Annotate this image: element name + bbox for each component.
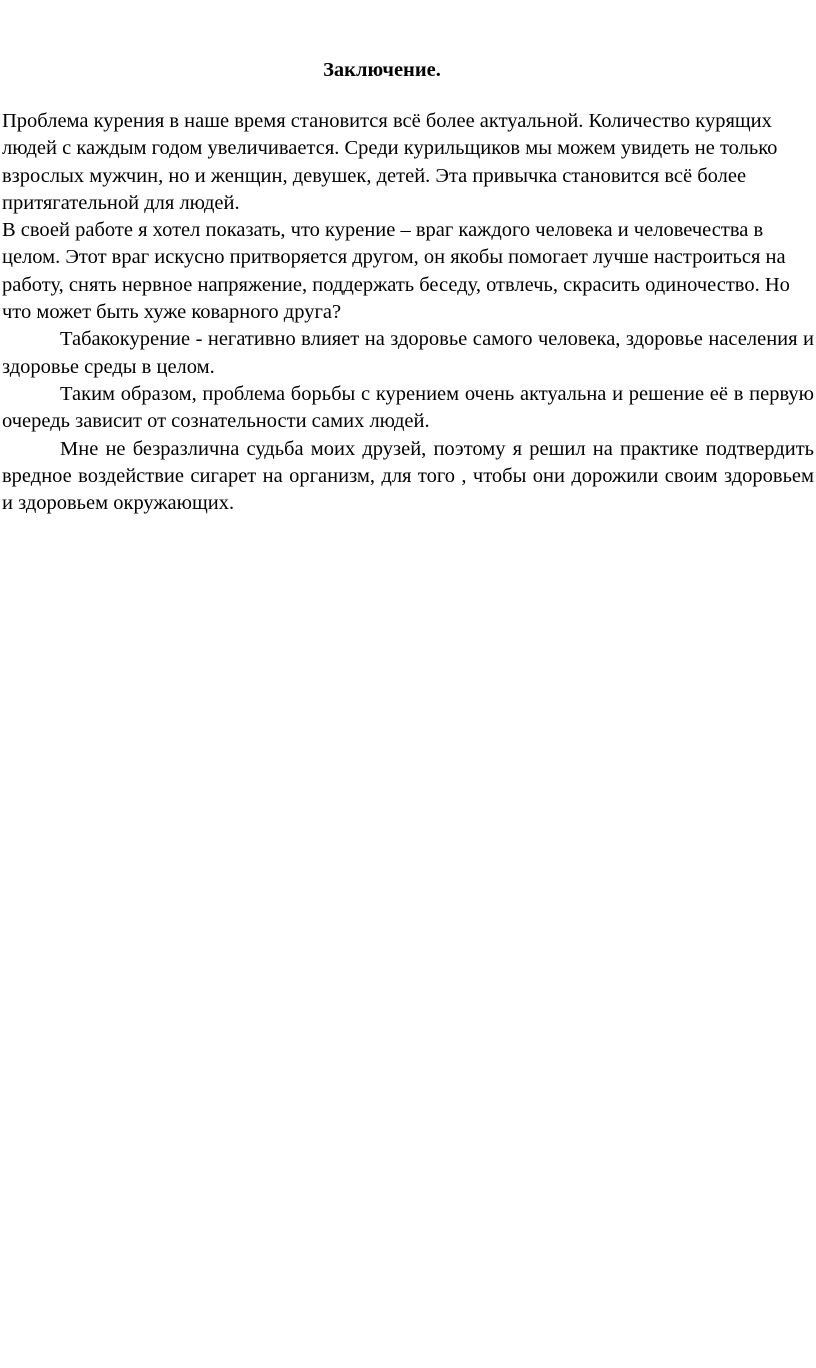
paragraph-enemy: В своей работе я хотел показать, что курение – враг каждого человека и человечества в целом. Этот враг искусно притворяется другом, он якобы помогает лучше настроиться на работу, снять нервное напряжение, поддержать беседу, отвлечь, скрасить одиночество. Но что может быть хуже коварного друга? — [2, 219, 790, 324]
paragraph-intro: Проблема курения в наше время становится всё более актуальной. Количество курящих людей с каждым годом увеличивается. Среди курильщиков мы можем увидеть не только взрослых мужчин, но и женщин, девушек, детей. Эта привычка становится всё более притягательной для людей. — [2, 110, 778, 214]
paragraph-health: Табакокурение - негативно влияет на здоровье самого человека, здоровье населения и здоровье среды в целом. — [2, 328, 814, 378]
paragraph-motivation: Мне не безразлична судьба моих друзей, поэтому я решил на практике подтвердить вредное воздействие сигарет на организм, для того , чтобы они дорожили своим здоровьем и здоровьем окружающих. — [2, 437, 814, 515]
document-body — [2, 108, 814, 517]
paragraph-conclusion: Таким образом, проблема борьбы с курением очень актуальна и решение её в первую очередь зависит от сознательности самих людей. — [2, 382, 814, 433]
document-title: Заключение. — [323, 59, 441, 81]
